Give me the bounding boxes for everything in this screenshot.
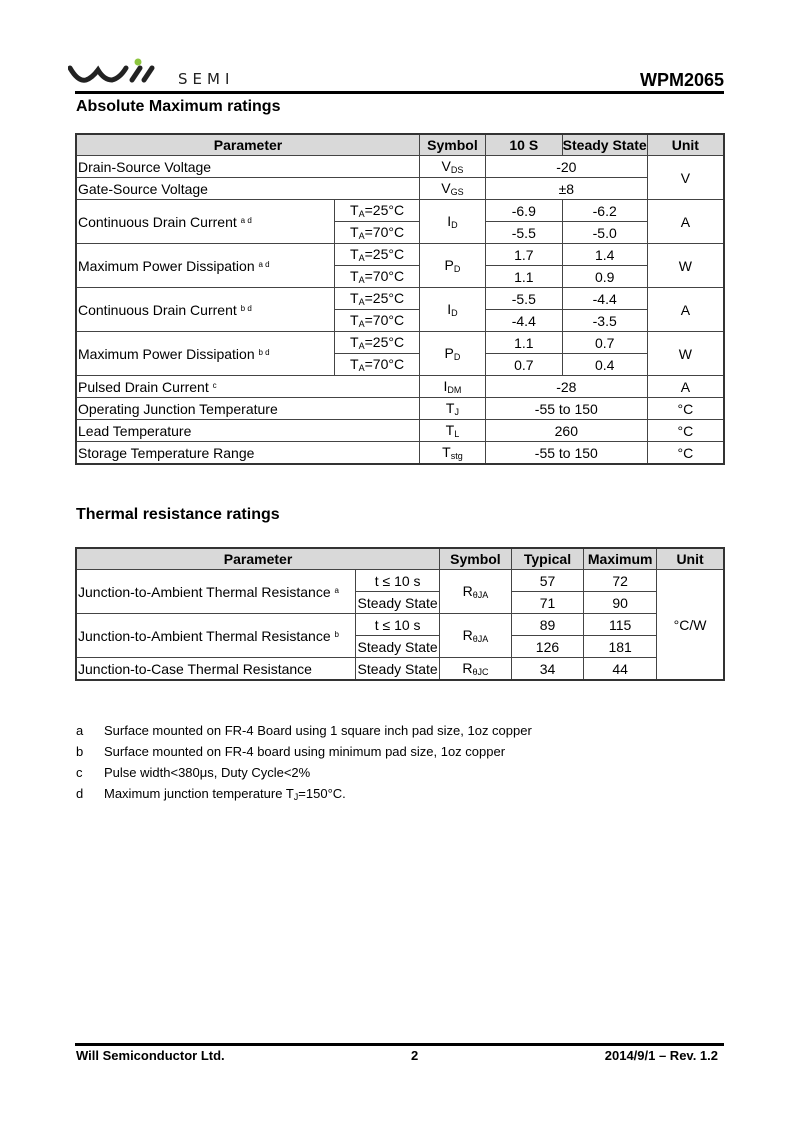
table-row: Junction-to-Case Thermal Resistance Steady State $R_{\theta JC}$ 34 44	[76, 658, 724, 681]
col-parameter: Parameter	[76, 134, 420, 156]
col-unit: Unit	[647, 134, 724, 156]
table-row: Maximum Power Dissipation $^{b d}$ $T_A=25^\circ C$ $P_D$ 1.1 0.7 W	[76, 332, 724, 354]
footnotes	[76, 723, 532, 807]
table-row: Continuous Drain Current $^{a d}$ $T_A=25^\circ C$ $I_D$ -6.9 -6.2 A	[76, 200, 724, 222]
thermal-title: Thermal resistance ratings	[76, 506, 280, 523]
col-symbol: Symbol	[420, 134, 486, 156]
col-steady-state: Steady State	[562, 134, 647, 156]
abs-max-table	[75, 133, 725, 465]
table-row: Operating Junction Temperature $T_J$ -55 to 150 °C	[76, 398, 724, 420]
table-row: Storage Temperature Range $T_{stg}$ -55 to 150 °C	[76, 442, 724, 465]
footer-rule	[75, 1043, 724, 1046]
table-header-row: Parameter Symbol Typical Maximum Unit	[76, 548, 724, 570]
table-row: $T_A=70^\circ C$ 0.7 0.4	[76, 354, 724, 376]
footnote-b: b Surface mounted on FR-4 board using minimum pad size, 1oz copper	[76, 744, 506, 759]
col-10s: 10 S	[485, 134, 562, 156]
footnote-a: a Surface mounted on FR-4 Board using 1 square inch pad size, 1oz copper	[76, 723, 532, 738]
header-rule	[75, 91, 724, 94]
logo-text: SEMI	[178, 70, 235, 88]
table-row: $T_A=70^\circ C$ 1.1 0.9	[76, 266, 724, 288]
table-row: Pulsed Drain Current $^c$ $I_{DM}$ -28 A	[76, 376, 724, 398]
footnote-c: c Pulse width<380μs, Duty Cycle<2%	[76, 765, 311, 780]
footer-page-number: 2	[411, 1048, 419, 1063]
table-row: Steady State 71 90	[76, 592, 724, 614]
table-row: Lead Temperature $T_L$ 260 °C	[76, 420, 724, 442]
footer-company: Will Semiconductor Ltd.	[76, 1048, 225, 1063]
table-header-row	[76, 134, 724, 156]
table-row: Maximum Power Dissipation $^{a d}$ $T_A=25^\circ C$ $P_D$ 1.7 1.4 W	[76, 244, 724, 266]
abs-max-title: Absolute Maximum ratings	[76, 98, 281, 115]
footnote-d: d Maximum junction temperature $T_J=150^\circ C$.	[76, 786, 346, 802]
table-row: Junction-to-Ambient Thermal Resistance $^b$ t ≤ 10 s $R_{\theta JA}$ 89 115	[76, 614, 724, 636]
part-number: WPM2065	[639, 70, 724, 90]
table-row: Gate-Source Voltage $V_{GS}$ ±8	[76, 178, 724, 200]
table-row: $T_A=70^\circ C$ -5.5 -5.0	[76, 222, 724, 244]
thermal-table	[75, 547, 725, 681]
table-row: Steady State 126 181	[76, 636, 724, 658]
table-row: Junction-to-Ambient Thermal Resistance $^a$ t ≤ 10 s $R_{\theta JA}$ 57 72 °C/W	[76, 570, 724, 592]
table-row: $T_A=70^\circ C$ -4.4 -3.5	[76, 310, 724, 332]
table-row: Continuous Drain Current $^{b d}$ $T_A=25^\circ C$ $I_D$ -5.5 -4.4 A	[76, 288, 724, 310]
footer-revision: 2014/9/1 – Rev. 1.2	[604, 1048, 718, 1063]
table-row: Drain-Source Voltage $V_{DS}$ -20 V	[76, 156, 724, 178]
